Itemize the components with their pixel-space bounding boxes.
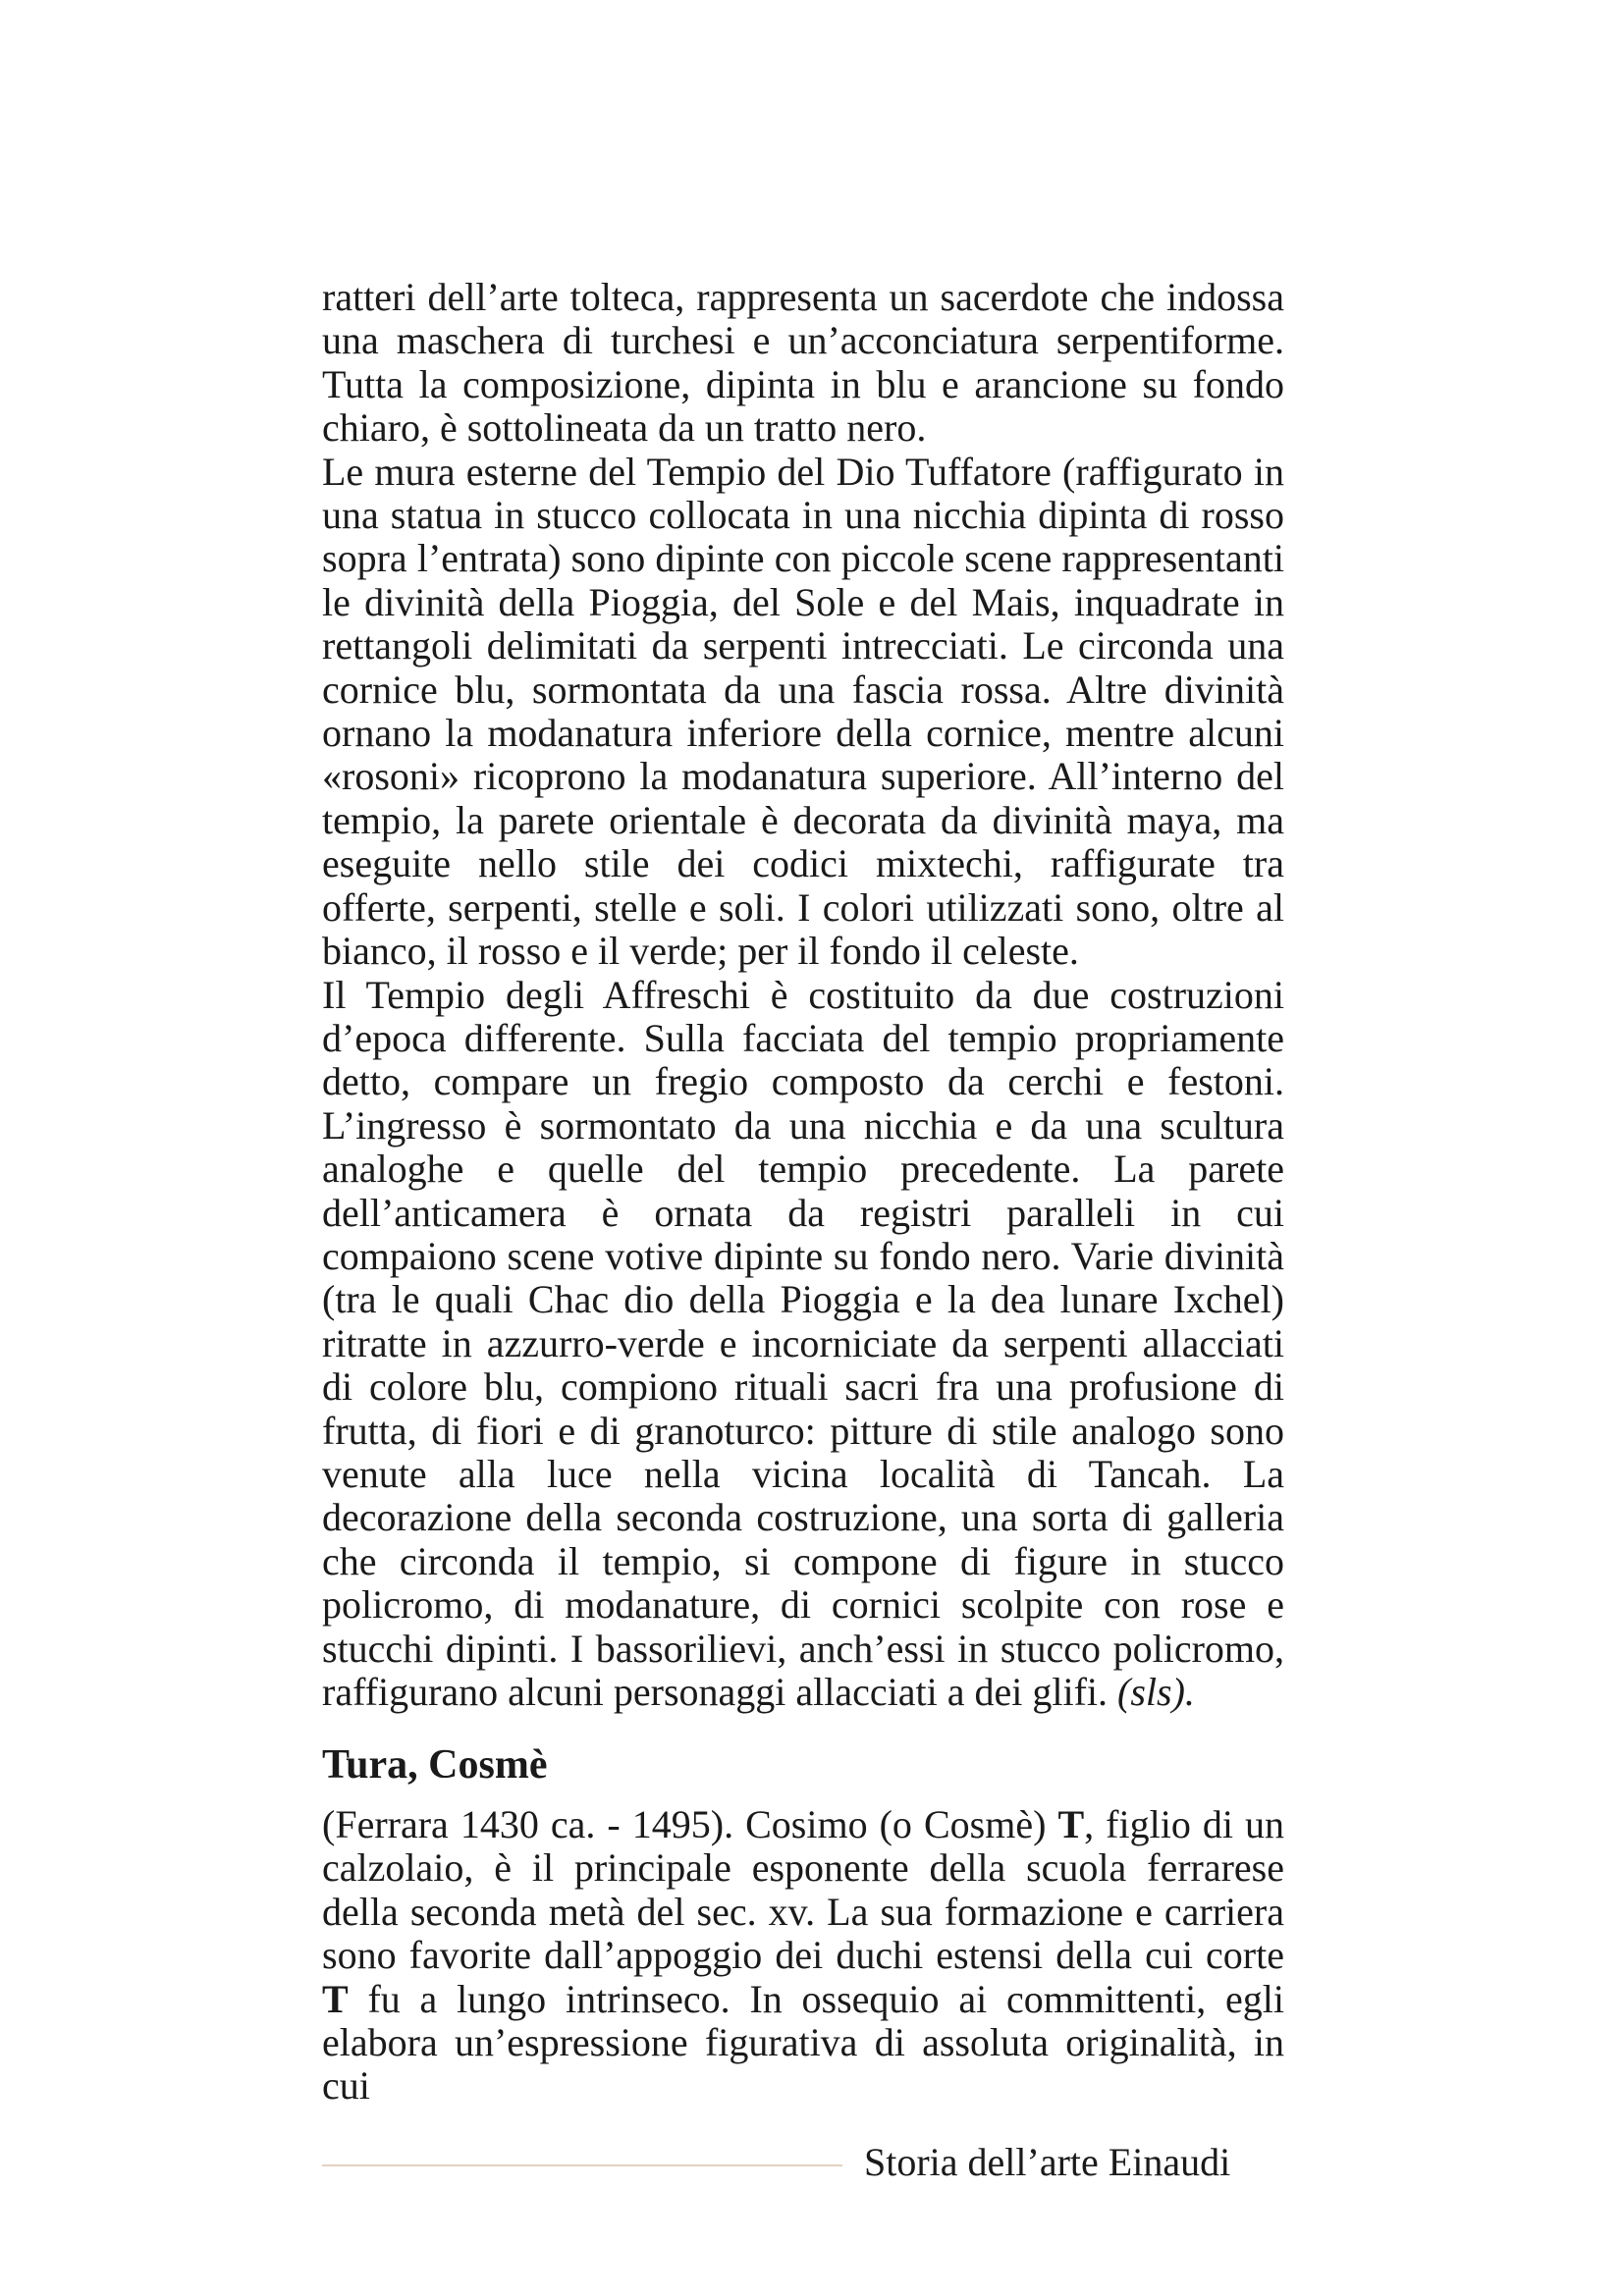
entry-text-part-3: fu a lungo intrinseco. In ossequio ai committenti, egli elabora un’espressione figurativa di assoluta originalità, in cui — [322, 1976, 1284, 2109]
paragraph-tura-entry — [322, 1803, 1284, 2109]
paragraph-frescoes-text: Il Tempio degli Affreschi è costituito da due costruzioni d’epoca differente. Sulla facciata del tempio propriamente detto, compare un fregio composto da cerchi e festoni. L’ingresso è sormontato da una nicchia e da una scultura analoghe e quelle del tempio precedente. La parete dell’anticamera è ornata da registri paralleli in cui compaiono scene votive dipinte su fondo nero. Varie divinità (tra le quali Chac dio della Pioggia e la dea lunare Ixchel) ritratte in azzurro-verde e incorniciate da serpenti allacciati di colore blu, compiono rituali sacri fra una profusione di frutta, di fiori e di granoturco: pitture di stile analogo sono venute alla luce nella vicina località di Tancah. La decorazione della seconda costruzione, una sorta di galleria che circonda il tempio, si compone di figure in stucco policromo, di modanature, di cornici scolpite con rose e stucchi dipinti. I bassorilievi, anch’essi in stucco policromo, raffigurano alcuni personaggi allacciati a dei glifi. — [322, 972, 1284, 1714]
entry-abbreviation-2: T — [322, 1976, 349, 2021]
footer-divider — [322, 2164, 842, 2166]
paragraph-frescoes-temple — [322, 974, 1284, 1715]
footer-publication-title: Storia dell’arte Einaudi — [864, 2140, 1231, 2184]
entry-abbreviation-1: T — [1057, 1802, 1085, 1846]
body-text-entry — [322, 1803, 1284, 2109]
paragraph-diving-god-temple: Le mura esterne del Tempio del Dio Tuffatore (raffigurato in una statua in stucco collocata in una nicchia dipinta di rosso sopra l’entrata) sono dipinte con piccole scene rappresentanti le divinità della Pioggia, del Sole e del Mais, inquadrate in rettangoli delimitati da serpenti intrecciati. Le circonda una cornice blu, sormontata da una fascia rossa. Altre divinità ornano la modanatura inferiore della cornice, mentre alcuni «rosoni» ricoprono la modanatura superiore. All’interno del tempio, la parete orientale è decorata da divinità maya, ma eseguite nello stile dei codici mixtechi, raffigurate tra offerte, serpenti, stelle e soli. I colori utilizzati sono, oltre al bianco, il rosso e il verde; per il fondo il celeste. — [322, 449, 1284, 974]
paragraph-toltec: ratteri dell’arte tolteca, rappresenta un sacerdote che indossa una maschera di turchesi e un’acconciatura serpentiforme. Tutta la composizione, dipinta in blu e arancione su fondo chiaro, è sottolineata da un tratto nero. — [322, 275, 1284, 451]
body-text-top — [322, 276, 1284, 1714]
entry-heading: Tura, Cosmè — [322, 1742, 548, 1788]
entry-text-part-1: (Ferrara 1430 ca. - 1495). Cosimo (o Cosmè) — [322, 1802, 1058, 1846]
author-signature: (sls). — [1117, 1670, 1195, 1714]
entry-text-part-2: , figlio di un calzolaio, è il principale esponente della scuola ferrarese della seconda metà del sec. xv. La sua formazione e carriera sono favorite dall’appoggio dei duchi estensi della cui corte — [322, 1802, 1284, 1978]
